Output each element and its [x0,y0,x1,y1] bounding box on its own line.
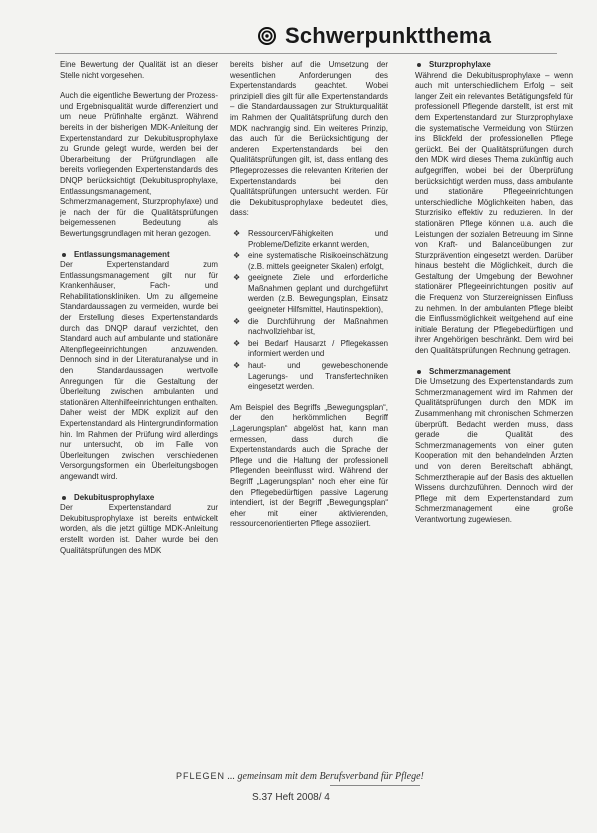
paragraph: bereits bisher auf die Umsetzung der wesentlichen Anforderungen des Expertenstandards geachtet. Wobei prinzipiell dies gilt für alle Expertenstandards – die Standardaussagen zur Strukturqualität im Rahmen der Qualitätsprüfung durch den MDK nachrangig sind. Ein weiteres Prinzip, das auch für die Berücksichtigung der anderen Expertenstandards bei den Qualitätsprüfungen gilt, ist, dass entlang des Pflegeprozesses die relevanten Kriterien der Expertenstandards bei den Qualitätsprüfungen untersucht werden. Für die Dekubitusprophylaxe bedeutet dies, dass: [230,60,388,218]
text-column-1 [60,60,218,760]
footer-brand-name: PFLEGEN [176,771,226,781]
list-item: ❖ Ressourcen/Fähigkeiten und Probleme/Defizite erkannt werden, [233,228,388,249]
paragraph: Während die Dekubitusprophylaxe – wenn auch mit unterschiedlichem Erfolg – seit langer Zeit ein relevantes Betätigungsfeld für professionell Pflegende darstellt, ist erst mit dem Expertenstandard zur Sturzprophylaxe die systematische Vermeidung von Stürzen ins Blickfeld der professionellen Pflege gerückt. Bei der Qualitätsprüfungen durch den MDK wird dieses Thema zukünftig auch aufgegriffen, wobei bei der Überprüfung berücksichtigt werden muss, dass ambulante und stationäre Pflegeeinrichtungen unterschiedliche Möglichkeiten haben, das Sturzrisiko effektiv zu reduzieren. In der stationären Pflege können u.a. auch die Leistungen der sozialen Betreuung im Sinne von Kraft- und Balanceübungen zur Sturzprävention eingesetzt werden. Darüber hinaus besteht die Möglichkeit, durch die Gestaltung der Umgebung der Bewohner stationärer Pflegeeinrichtungen positiv auf die Frequenz von Sturzereignissen Einfluss zu nehmen. In der ambulanten Pflege bleibt die Einflussmöglichkeit weitgehend auf eine initiale Beratung der Pflegebedürftigen und ihrer Angehörigen beschränkt. Dem wird bei den Qualitätsprüfungen Rechnung getragen. [415,70,573,356]
diamond-bullet-icon: ❖ [233,361,241,371]
diamond-bullet-icon: ❖ [233,228,241,238]
footer-divider [330,785,420,786]
paragraph: Die Umsetzung des Expertenstandards zum Schmerzmanagement wird im Rahmen der Qualitätsprüfungen durch den MDK im Zusammenhang mit chronischen Schmerzen überprüft. Bedacht werden muss, dass gerade die Qualität des Schmerzmanagements von einer guten Kooperation mit den behandelnden Ärzten und von deren Bereitschaft abhängt, Schmerztherapie auf der Basis des aktuellen Wissens durchzuführen. Dennoch wird der Pflege mit dem Expertenstandard zum Schmerzmanagement eine große Verantwortung zugewiesen. [415,377,573,524]
text-column-2 [230,60,388,760]
paragraph: Der Expertenstandard zum Entlassungsmanagement gilt nur für Krankenhäuser, Fach- und Rehabilitationskliniken. Um zu allgemeine Standardaussagen zu vermeiden, wurde bei der Erstellung dieses Expertenstandards durch das DNQP darauf verzichtet, den Standard auch auf ambulante und stationäre Altenpflegeeinrichtungen anzuwenden. Dennoch sind in der Literaturanalyse und in den Standardaussagen wertvolle Anregungen für die Gestaltung der Überleitung zwischen ambulanten und stationären Altenhilfeeinrichtungen enthalten. Daher weist der MDK explizit auf den Expertenstandard als Hintergrundinformation hin. Im Rahmen der Prüfung wird allerdings nur untersucht, ob im Falle von Überleitungen zwischen verschiedenen Versorgungsformen ein Überleitungsbogen angewandt wird. [60,260,218,481]
list-item: ❖ geeignete Ziele und erforderliche Maßnahmen geplant und durchgeführt werden (z.B. Bewegungsplan, Einsatz geeigneter Hilfsmittel, Hautinspektion), [233,273,388,315]
footer-tagline [176,771,516,782]
header-divider [55,53,557,54]
text-column-3 [415,60,573,760]
subheading-label: Schmerzmanagement [429,366,511,376]
subheading-label: Sturzprophylaxe [429,60,491,69]
paragraph: Der Expertenstandard zur Dekubitusprophylaxe ist bereits entwickelt worden, als die jetzt gültige MDK-Anleitung erstellt worden ist. Daher wurde bei den Qualitätsprüfungen des MDK [60,503,218,555]
list-item: ❖ haut- und gewebeschonende Lagerungs- und Transfertechniken eingesetzt werden. [233,361,388,392]
bullet-icon [62,496,66,500]
bullet-icon [417,63,421,67]
diamond-bullet-icon: ❖ [233,338,241,348]
list-item: ❖ eine systematische Risikoeinschätzung (z.B. mittels geeigneter Skalen) erfolgt, [233,251,388,271]
bullet-icon [417,370,421,374]
bullet-icon [62,253,66,257]
paragraph: Am Beispiel des Begriffs „Bewegungsplan“, der den herkömmlichen Begriff „Lagerungsplan“ abgelöst hat, kann man ermessen, dass durch die Expertenstandards auch die Sprache der Pflege und die Haltung der professionell Pflegenden beeinflusst wird. Während der Begriff „Lagerungsplan“ noch eher eine für den Pflegebedürftigen passive Lagerung intendiert, ist der Begriff „Bewegungsplan“ eher mit einer aktivierenden, ressourcenorientierten Pflege assoziiert. [230,402,388,529]
section-title: Schwerpunktthema [285,23,492,48]
diamond-bullet-icon: ❖ [233,273,241,283]
subheading-entlassungsmanagement [60,250,218,261]
subheading-label: Dekubitusprophylaxe [74,492,155,502]
diamond-bullet-icon: ❖ [233,316,241,326]
page-header [258,22,491,50]
subheading-sturzprophylaxe [415,60,573,71]
footer-slogan: ... gemeinsam mit dem Berufsverband für Pflege! [227,771,424,782]
subheading-schmerzmanagement [415,367,573,378]
paragraph: Eine Bewertung der Qualität ist an dieser Stelle nicht vorgesehen. [60,60,218,80]
criteria-list [230,229,388,393]
page-number: S.37 Heft 2008/ 4 [252,792,330,803]
list-item: ❖ bei Bedarf Hausarzt / Pflegekassen informiert werden und [233,338,388,359]
subheading-label: Entlassungsmanagement [74,249,170,259]
target-icon [258,27,276,45]
subheading-dekubitusprophylaxe [60,493,218,504]
diamond-bullet-icon: ❖ [233,251,241,261]
paragraph: Auch die eigentliche Bewertung der Prozess- und Ergebnisqualität wurde differenziert und um neue Prüfinhalte ergänzt. Während bereits in der bisherigen MDK-Anleitung der Expertenstandard zur Dekubitusprophylaxe zu Grunde gelegt wurde, werden bei der Überarbeitung der Prüfgrundlagen alle bereits vorliegenden Expertenstandards des DNQP berücksichtigt (Dekubitusprophylaxe, Entlassungsmanagement, Schmerzmanagement, Sturzprophylaxe) und je nach der für die Qualitätsprüfungen beigemessenen Bedeutung als Bewertungsgrundlagen mit heran gezogen. [60,91,218,238]
list-item: ❖ die Durchführung der Maßnahmen nachvollziehbar ist, [233,316,388,337]
